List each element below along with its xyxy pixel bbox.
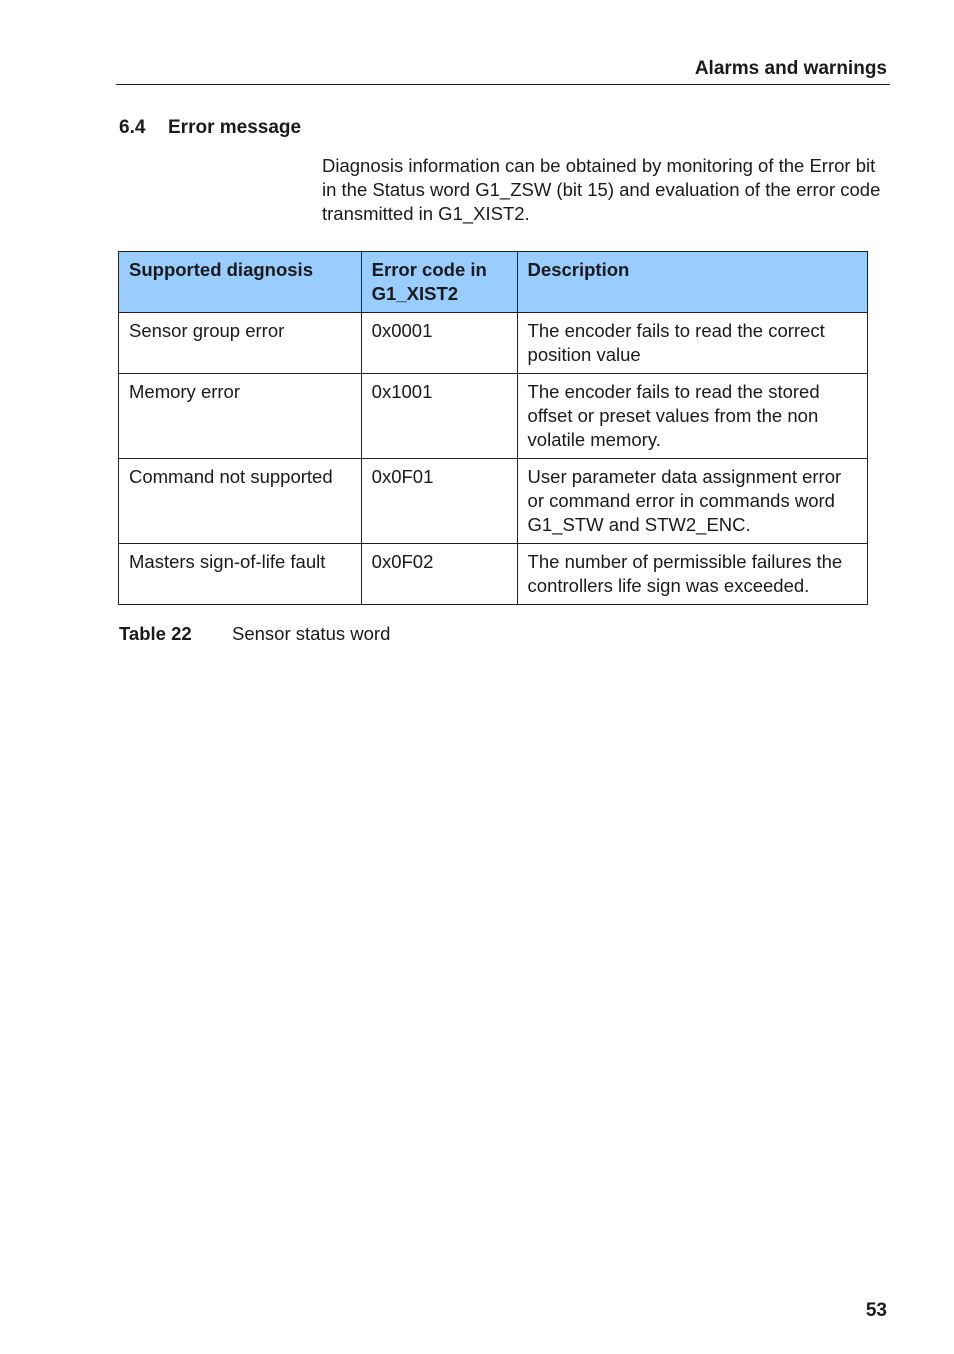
section-number: 6.4 <box>119 117 146 138</box>
table-caption <box>119 623 390 645</box>
section-title: Error message <box>168 117 302 138</box>
page-number: 53 <box>865 1300 887 1321</box>
cell-error-code: 0x0F01 <box>361 459 517 544</box>
header-description: Description <box>517 252 867 313</box>
cell-description: User parameter data assignment error or command error in commands word G1_STW and STW2_ENC. <box>517 459 867 544</box>
table-caption-text: Sensor status word <box>232 623 391 644</box>
cell-diagnosis: Memory error <box>119 374 362 459</box>
running-header <box>116 58 890 85</box>
diagnosis-table <box>118 251 868 605</box>
cell-error-code: 0x0F02 <box>361 544 517 605</box>
table-row <box>119 544 868 605</box>
intro-paragraph: Diagnosis information can be obtained by monitoring of the Error bit in the Status word G1_ZSW (bit 15) and evaluation of the error code transmitted in G1_XIST2. <box>322 155 881 224</box>
header-error-code: Error code in G1_XIST2 <box>361 252 517 313</box>
table-row <box>119 459 868 544</box>
cell-diagnosis: Sensor group error <box>119 313 362 374</box>
table-header-row <box>119 252 868 313</box>
table-row <box>119 374 868 459</box>
cell-error-code: 0x0001 <box>361 313 517 374</box>
cell-diagnosis: Command not supported <box>119 459 362 544</box>
header-supported-diagnosis: Supported diagnosis <box>119 252 362 313</box>
section-heading <box>119 117 301 139</box>
cell-description: The encoder fails to read the correct position value <box>517 313 867 374</box>
cell-description: The encoder fails to read the stored offset or preset values from the non volatile memory. <box>517 374 867 459</box>
running-header-title: Alarms and warnings <box>694 58 887 79</box>
cell-error-code: 0x1001 <box>361 374 517 459</box>
cell-diagnosis: Masters sign-of-life fault <box>119 544 362 605</box>
table-row <box>119 313 868 374</box>
cell-description: The number of permissible failures the controllers life sign was exceeded. <box>517 544 867 605</box>
table-caption-label: Table 22 <box>119 623 192 644</box>
